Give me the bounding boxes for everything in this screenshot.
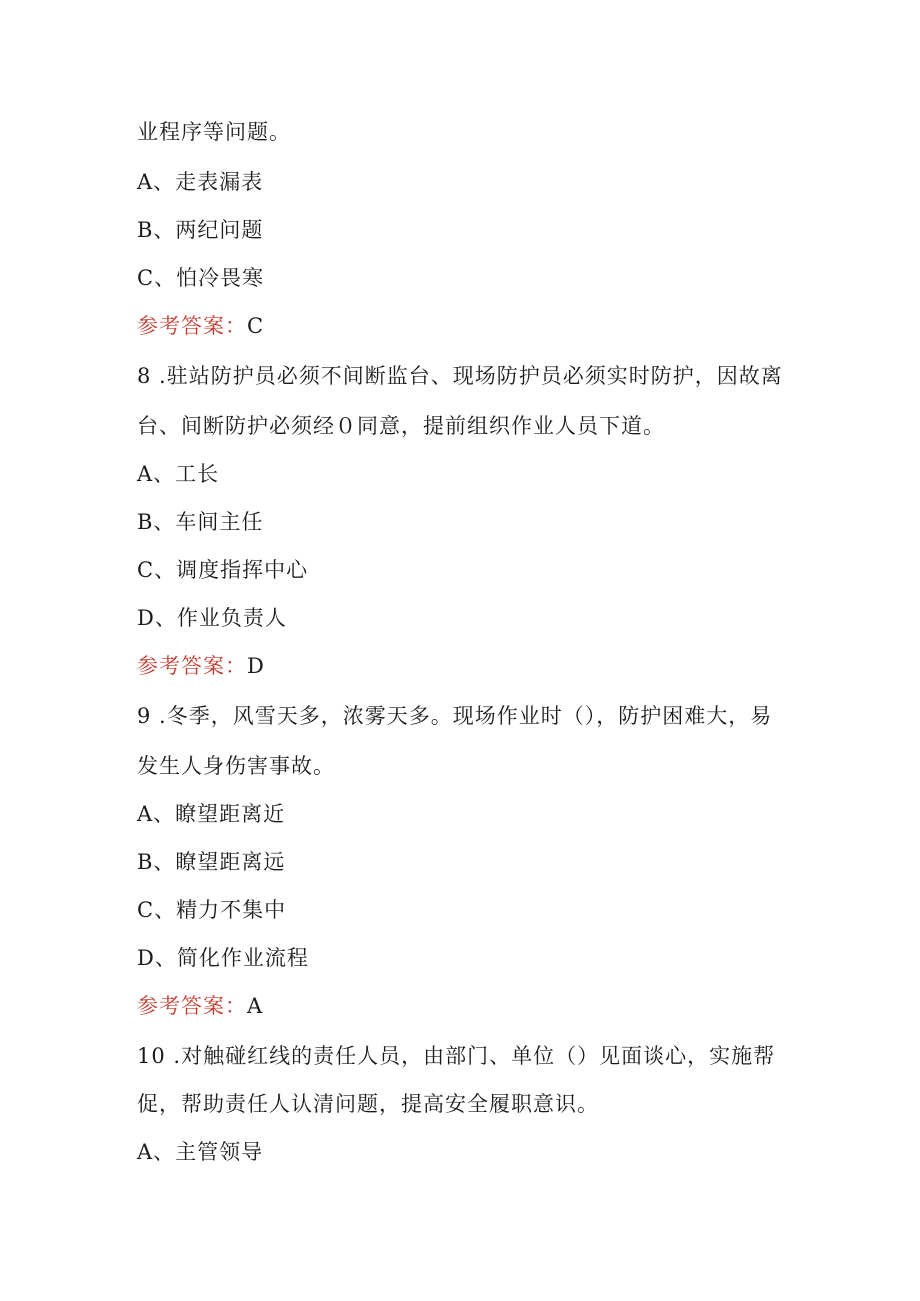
question-9-line1: 9 .冬季，风雪天多，浓雾天多。现场作业时（），防护困难大，易 [137,704,773,728]
answer-8 [137,652,265,680]
answer-label: 参考答案： [137,994,247,1018]
question-7-continuation: 业程序等问题。 [137,120,291,144]
answer-value: C [247,314,265,338]
option-9d: D、简化作业流程 [137,946,309,970]
option-8d: D、作业负责人 [137,606,287,630]
option-7a: A、走表漏表 [137,170,264,194]
option-7b: B、两纪问题 [137,218,264,242]
question-10-line1: 10 .对触碰红线的责任人员，由部门、单位（）见面谈心，实施帮 [137,1044,776,1068]
answer-9 [137,992,263,1020]
option-10a: A、主管领导 [137,1140,264,1164]
option-8a: A、工长 [137,462,220,486]
question-10-line2: 促，帮助责任人认清问题，提高安全履职意识。 [137,1092,599,1116]
option-7c: C、怕冷畏寒 [137,266,265,290]
option-9a: A、瞭望距离近 [137,802,286,826]
question-8-line2: 台、间断防护必须经０同意，提前组织作业人员下道。 [137,414,665,438]
option-8b: B、车间主任 [137,510,264,534]
option-8c: C、调度指挥中心 [137,558,309,582]
answer-label: 参考答案： [137,314,247,338]
option-9b: B、瞭望距离远 [137,850,286,874]
answer-7 [137,312,264,340]
answer-value: D [247,654,265,678]
answer-label: 参考答案： [137,654,247,678]
question-8-line1: 8 .驻站防护员必须不间断监台、现场防护员必须实时防护，因故离 [137,364,783,388]
answer-value: A [247,994,264,1018]
option-9c: C、精力不集中 [137,898,287,922]
question-9-line2: 发生人身伤害事故。 [137,754,335,778]
